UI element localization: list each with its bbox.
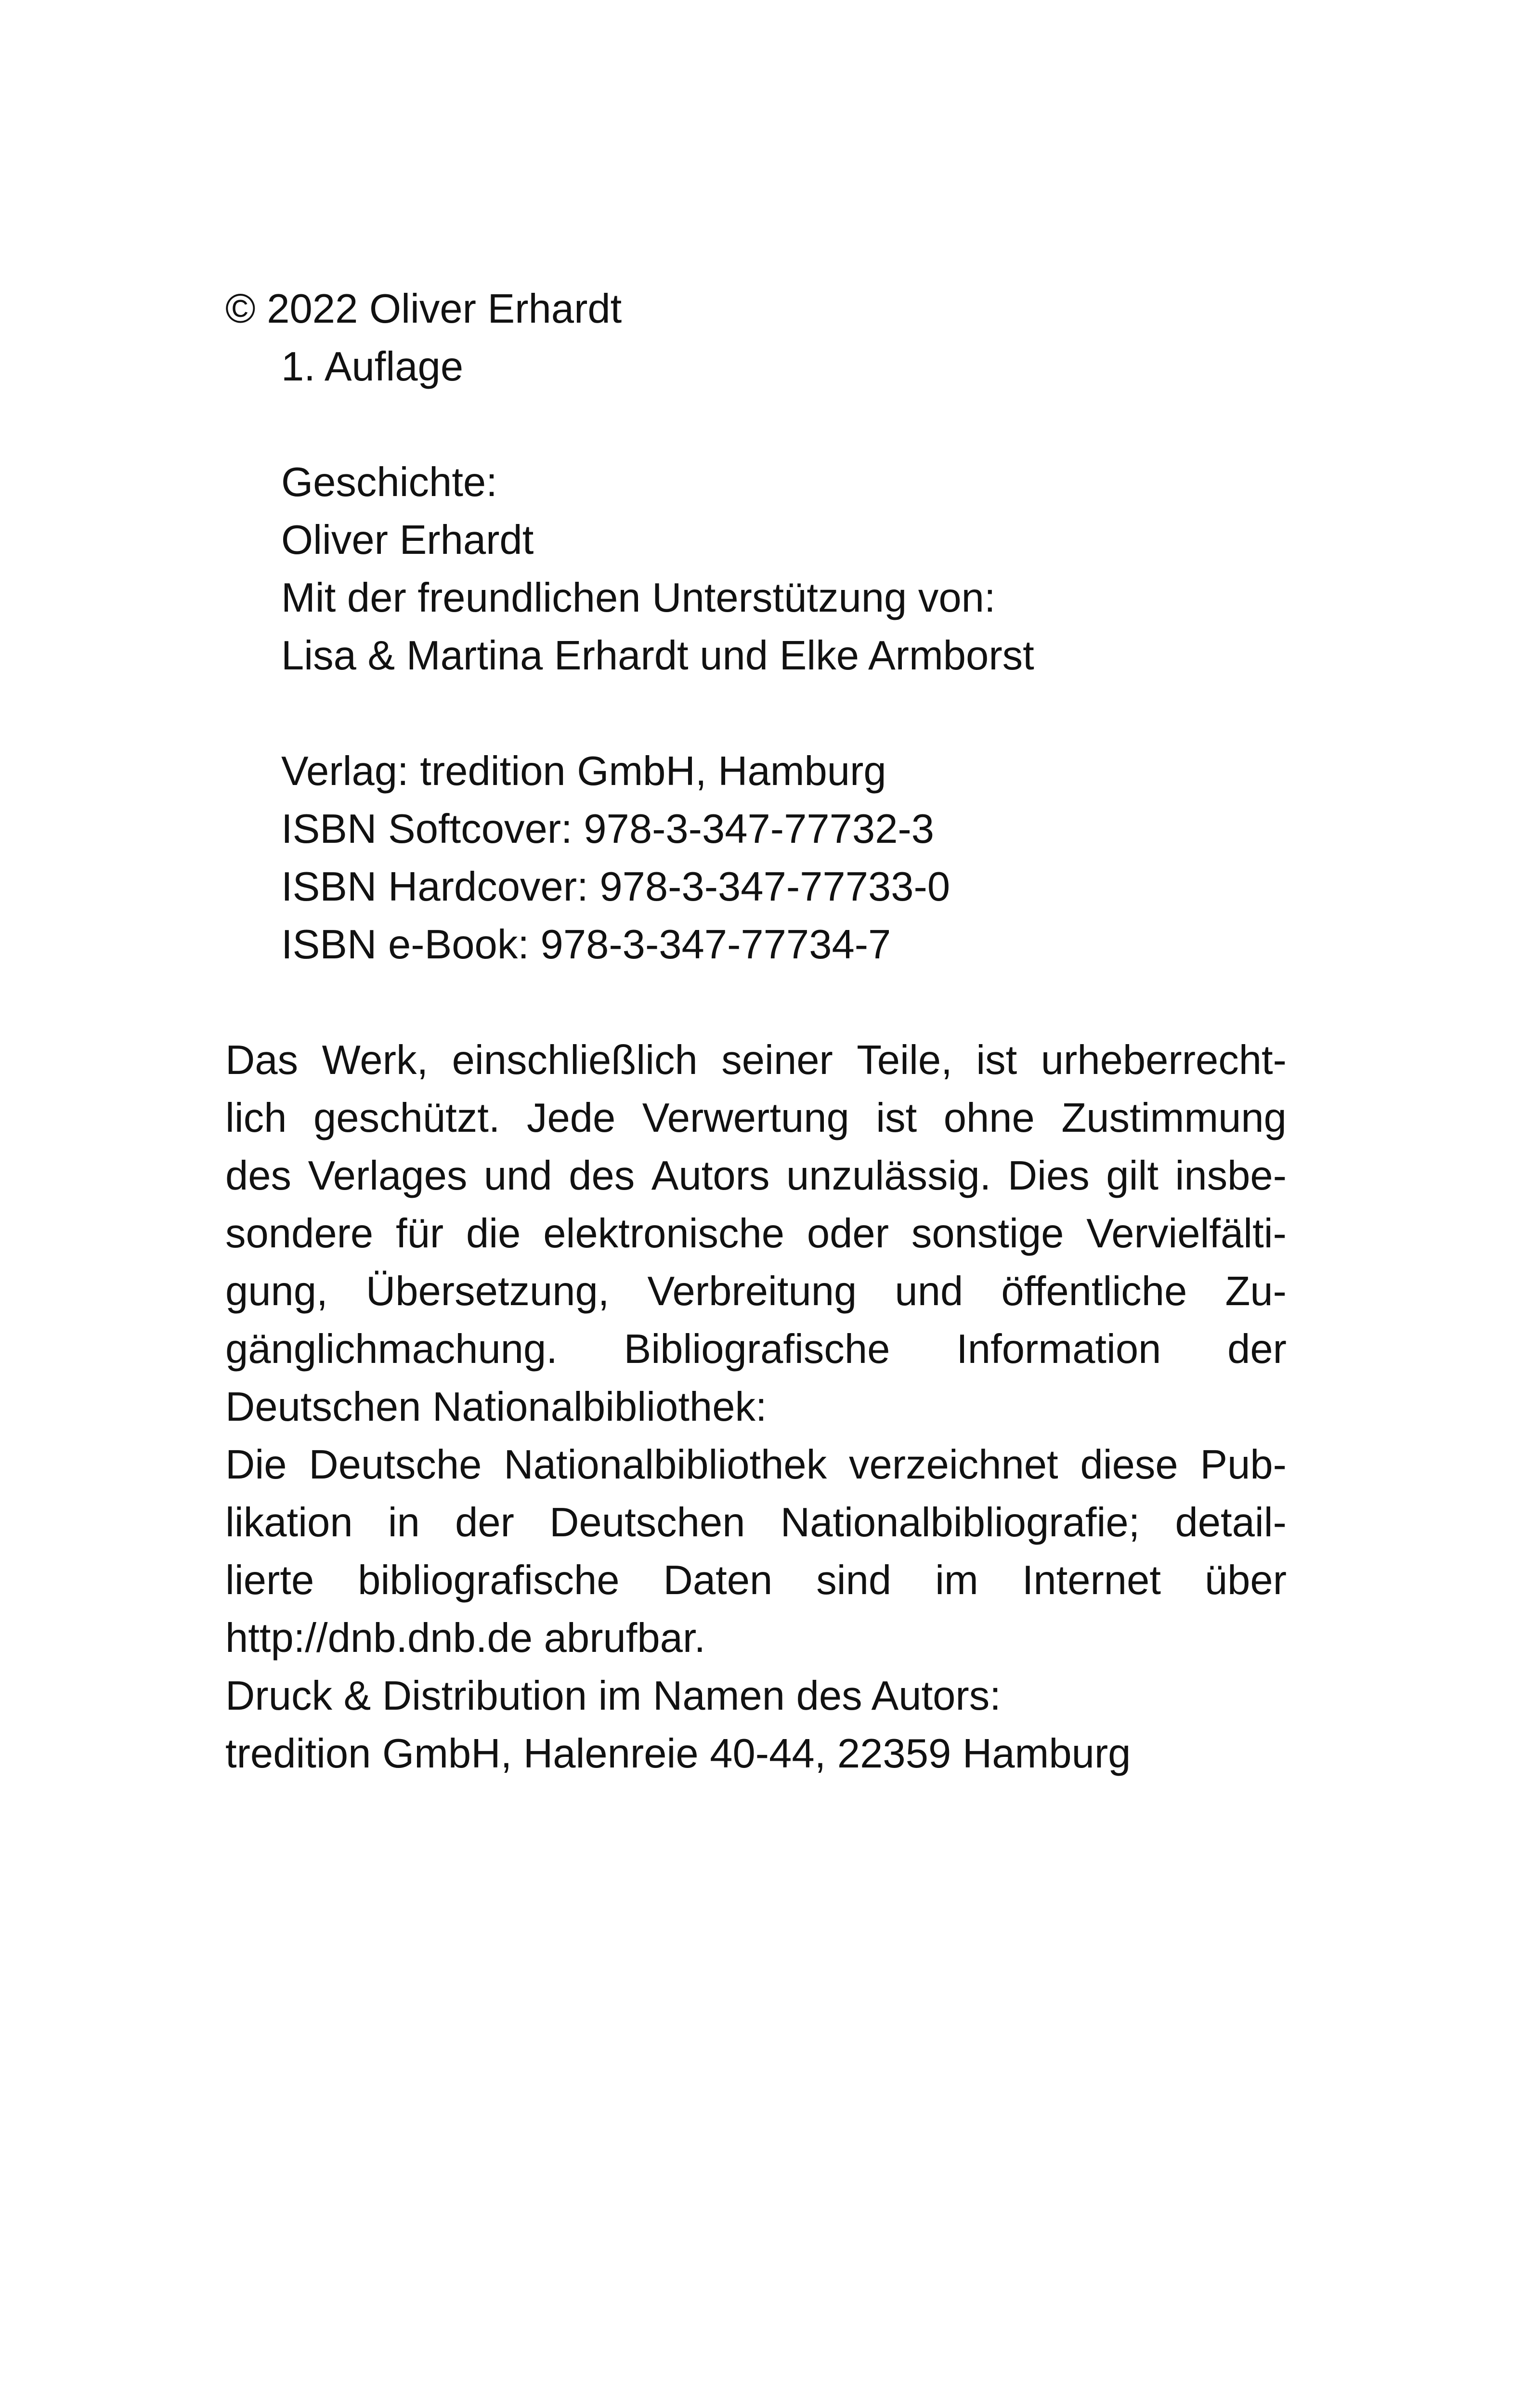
legal-word: lierte <box>225 1557 314 1603</box>
legal-word: geschützt. <box>313 1095 500 1141</box>
legal-word: des <box>225 1153 292 1199</box>
legal-word: im <box>935 1557 978 1603</box>
legal-line <box>225 1147 1287 1205</box>
credits-label: Geschichte: <box>281 459 497 505</box>
publisher-line: Verlag: tredition GmbH, Hamburg <box>281 748 886 794</box>
legal-word: Vervielfälti- <box>1086 1211 1287 1256</box>
supporters-line: Lisa & Martina Erhardt und Elke Armborst <box>281 633 1034 679</box>
legal-word: Daten <box>663 1557 773 1603</box>
credits-author: Oliver Erhardt <box>281 517 534 563</box>
legal-word: unzulässig. <box>786 1153 991 1199</box>
legal-word: Verwertung <box>642 1095 849 1141</box>
legal-word: insbe- <box>1175 1153 1287 1199</box>
legal-word: oder <box>807 1211 889 1256</box>
legal-word: likation <box>225 1500 353 1545</box>
legal-word: bibliografische <box>358 1557 620 1603</box>
legal-word: und <box>483 1153 552 1199</box>
legal-word: Autors <box>651 1153 770 1199</box>
legal-word: Information <box>956 1326 1161 1372</box>
legal-line <box>225 1089 1287 1147</box>
legal-word: die <box>466 1211 521 1256</box>
copyright-line: © 2022 Oliver Erhardt <box>225 286 622 332</box>
legal-word: Verbreitung <box>647 1269 857 1314</box>
legal-word: sondere <box>225 1211 374 1256</box>
legal-word: gänglichmachung. <box>225 1326 558 1372</box>
legal-word: Deutsche <box>309 1442 482 1488</box>
legal-line <box>225 1205 1287 1263</box>
legal-word: Nationalbibliografie; <box>780 1500 1140 1545</box>
legal-word: lich <box>225 1095 287 1141</box>
legal-line <box>225 1263 1287 1321</box>
legal-line <box>225 1032 1287 1089</box>
legal-word: diese <box>1080 1442 1178 1488</box>
legal-word: Dies <box>1007 1153 1090 1199</box>
legal-word: gung, <box>225 1269 328 1314</box>
legal-line <box>225 1552 1287 1610</box>
support-label: Mit der freundlichen Unterstützung von: <box>281 575 996 621</box>
legal-word: einschließlich <box>452 1037 698 1083</box>
legal-justified-group-2 <box>225 1436 1287 1610</box>
legal-justified-group-1 <box>225 1032 1287 1378</box>
legal-word: Zustimmung <box>1061 1095 1287 1141</box>
legal-word: urheberrecht- <box>1041 1037 1287 1083</box>
isbn-softcover-line: ISBN Softcover: 978-3-347-77732-3 <box>281 806 935 852</box>
legal-word: verzeichnet <box>848 1442 1058 1488</box>
legal-word: ist <box>976 1037 1017 1083</box>
legal-word: ohne <box>943 1095 1035 1141</box>
legal-word: der <box>455 1500 514 1545</box>
legal-word: Werk, <box>322 1037 429 1083</box>
legal-word: Bibliografische <box>624 1326 890 1372</box>
legal-word: Verlages <box>308 1153 468 1199</box>
publishing-block <box>281 743 1341 974</box>
legal-word: ist <box>876 1095 917 1141</box>
legal-word: elektronische <box>543 1211 785 1256</box>
print-distribution-line: Druck & Distribution im Namen des Autors: <box>225 1673 1001 1719</box>
legal-word: Deutschen <box>549 1500 745 1545</box>
isbn-hardcover-line: ISBN Hardcover: 978-3-347-77733-0 <box>281 864 950 910</box>
legal-line <box>225 1494 1287 1552</box>
legal-word: Die <box>225 1442 287 1488</box>
legal-word: gilt <box>1106 1153 1159 1199</box>
legal-word: seiner <box>721 1037 833 1083</box>
legal-line <box>225 1321 1287 1378</box>
legal-notice <box>225 1032 1287 1783</box>
legal-word: für <box>395 1211 444 1256</box>
legal-word: Zu- <box>1225 1269 1287 1314</box>
legal-word: detail- <box>1175 1500 1287 1545</box>
legal-word: Nationalbibliothek <box>504 1442 827 1488</box>
legal-word: und <box>895 1269 963 1314</box>
legal-word: Jede <box>526 1095 616 1141</box>
edition-line: 1. Auflage <box>281 344 464 390</box>
legal-word: Das <box>225 1037 299 1083</box>
legal-word: Pub- <box>1200 1442 1287 1488</box>
legal-line-dnb-heading: Deutschen Nationalbibliothek: <box>225 1384 767 1430</box>
legal-line <box>225 1436 1287 1494</box>
legal-word: des <box>569 1153 635 1199</box>
legal-word: sind <box>816 1557 892 1603</box>
legal-word: Internet <box>1022 1557 1161 1603</box>
legal-word: über <box>1204 1557 1287 1603</box>
legal-word: Übersetzung, <box>365 1269 610 1314</box>
credits-block <box>281 454 1341 685</box>
legal-word: öffentliche <box>1001 1269 1187 1314</box>
legal-word: in <box>388 1500 420 1545</box>
isbn-ebook-line: ISBN e-Book: 978-3-347-77734-7 <box>281 922 891 968</box>
legal-word: der <box>1227 1326 1287 1372</box>
legal-word: Teile, <box>857 1037 952 1083</box>
dnb-url-line: http://dnb.dnb.de abrufbar. <box>225 1615 706 1661</box>
legal-word: sonstige <box>911 1211 1064 1256</box>
publisher-address-line: tredition GmbH, Halenreie 40-44, 22359 Hamburg <box>225 1731 1131 1777</box>
